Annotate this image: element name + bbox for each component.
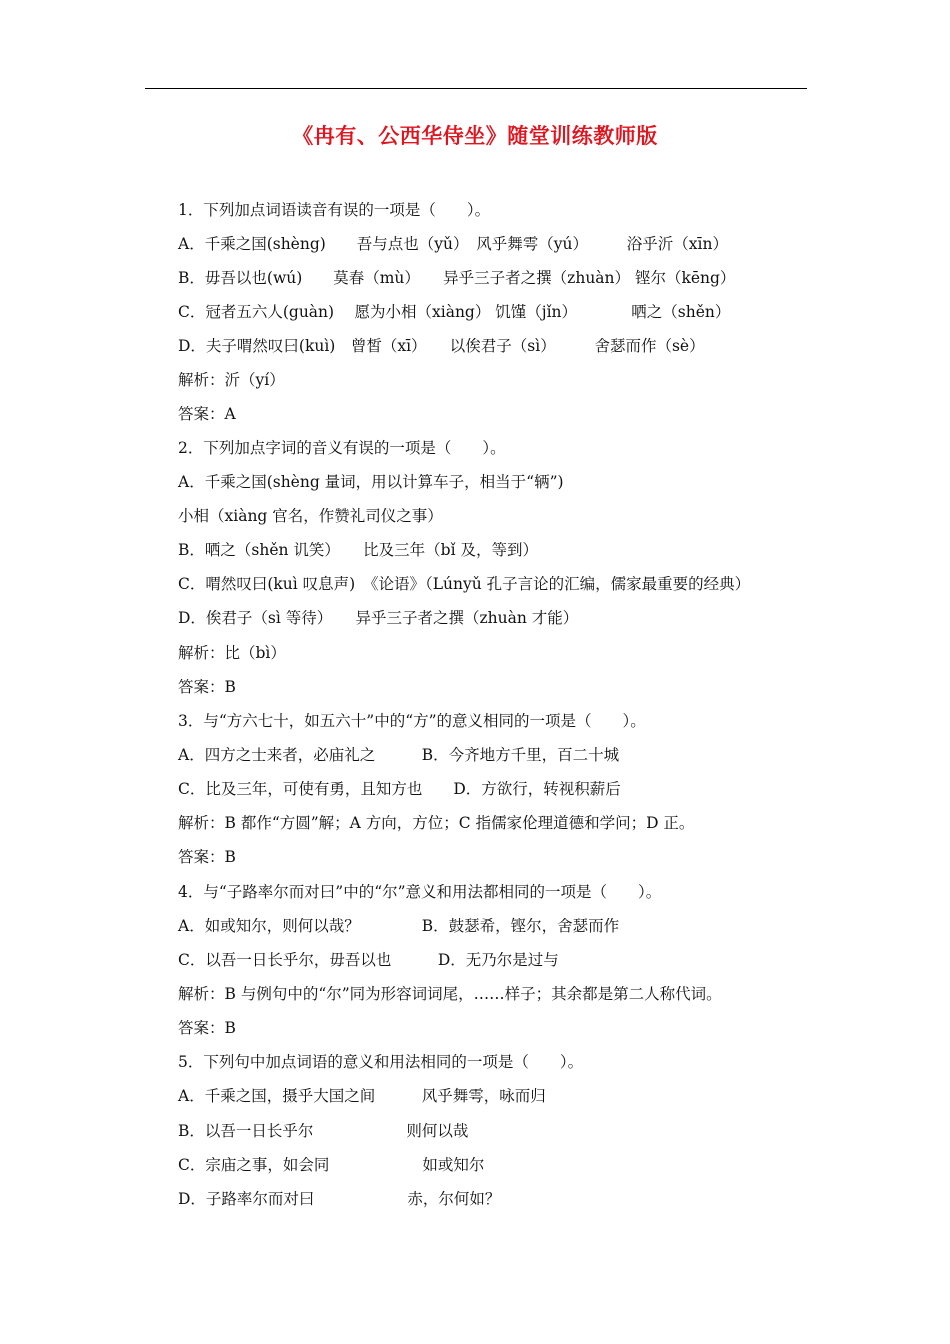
text-line: B．毋吾以也(wú) 莫春（mù） 异乎三子者之撰（zhuàn） 铿尔（kēng） [178,269,736,287]
text-line: 4．与“子路率尔而对曰”中的“尔”意义和用法都相同的一项是（ ）。 [178,883,662,901]
document-title: 《冉有、公西华侍坐》随堂训练教师版 [292,124,658,148]
text-line: 答案：B [178,678,236,696]
text-line: 小相（xiàng 官名，作赞礼司仪之事） [178,507,443,525]
text-line: C．喟然叹曰(kuì 叹息声) 《论语》（Lúnyǔ 孔子言论的汇编，儒家最重要的经典） [178,575,751,593]
text-line: 2．下列加点字词的音义有误的一项是（ ）。 [178,439,506,457]
text-line: 答案：B [178,848,236,866]
text-line: C．冠者五六人(guàn) 愿为小相（xiàng） 饥馑（jǐn） 哂之（shěn） [178,303,731,321]
text-line: A．千乘之国，摄乎大国之间 风乎舞雩，咏而归 [178,1087,546,1105]
text-line: A．如或知尔，则何以哉？ B．鼓瑟希，铿尔，舍瑟而作 [178,917,620,935]
text-line: C．以吾一日长乎尔，毋吾以也 D．无乃尔是过与 [178,951,559,969]
text-line: 3．与“方六七十，如五六十”中的“方”的意义相同的一项是（ ）。 [178,712,646,730]
text-line: A．千乘之国(shèng) 吾与点也（yǔ） 风乎舞雩（yú） 浴乎沂（xīn） [178,235,728,253]
text-line: C．比及三年，可使有勇，且知方也 D．方欲行，转视积薪后 [178,780,621,798]
text-line: 解析：B 都作“方圆”解；A 方向，方位；C 指儒家伦理道德和学问；D 正。 [178,814,695,832]
header-rule [145,88,807,89]
text-line: D．俟君子（sì 等待） 异乎三子者之撰（zhuàn 才能） [178,609,579,627]
text-line: 答案：B [178,1019,236,1037]
text-line: 5．下列句中加点词语的意义和用法相同的一项是（ ）。 [178,1053,584,1071]
text-line: D．子路率尔而对曰 赤，尔何如？ [178,1190,501,1208]
text-line: B．哂之（shěn 讥笑） 比及三年（bǐ 及，等到） [178,541,538,559]
text-line: B．以吾一日长乎尔 则何以哉 [178,1122,469,1140]
text-line: 解析：沂（yí） [178,371,285,389]
text-line: 解析：B 与例句中的“尔”同为形容词词尾，……样子；其余都是第二人称代词。 [178,985,722,1003]
text-line: 答案：A [178,405,236,423]
text-line: C．宗庙之事，如会同 如或知尔 [178,1156,485,1174]
text-line: A．四方之士来者，必庙礼之 B．今齐地方千里，百二十城 [178,746,620,764]
text-line: D．夫子喟然叹曰(kuì) 曾皙（xī） 以俟君子（sì） 舍瑟而作（sè） [178,337,705,355]
text-line: 解析：比（bì） [178,644,286,662]
text-line: 1．下列加点词语读音有误的一项是（ ）。 [178,201,491,219]
text-line: A．千乘之国(shèng 量词，用以计算车子，相当于“辆”) [178,473,564,491]
